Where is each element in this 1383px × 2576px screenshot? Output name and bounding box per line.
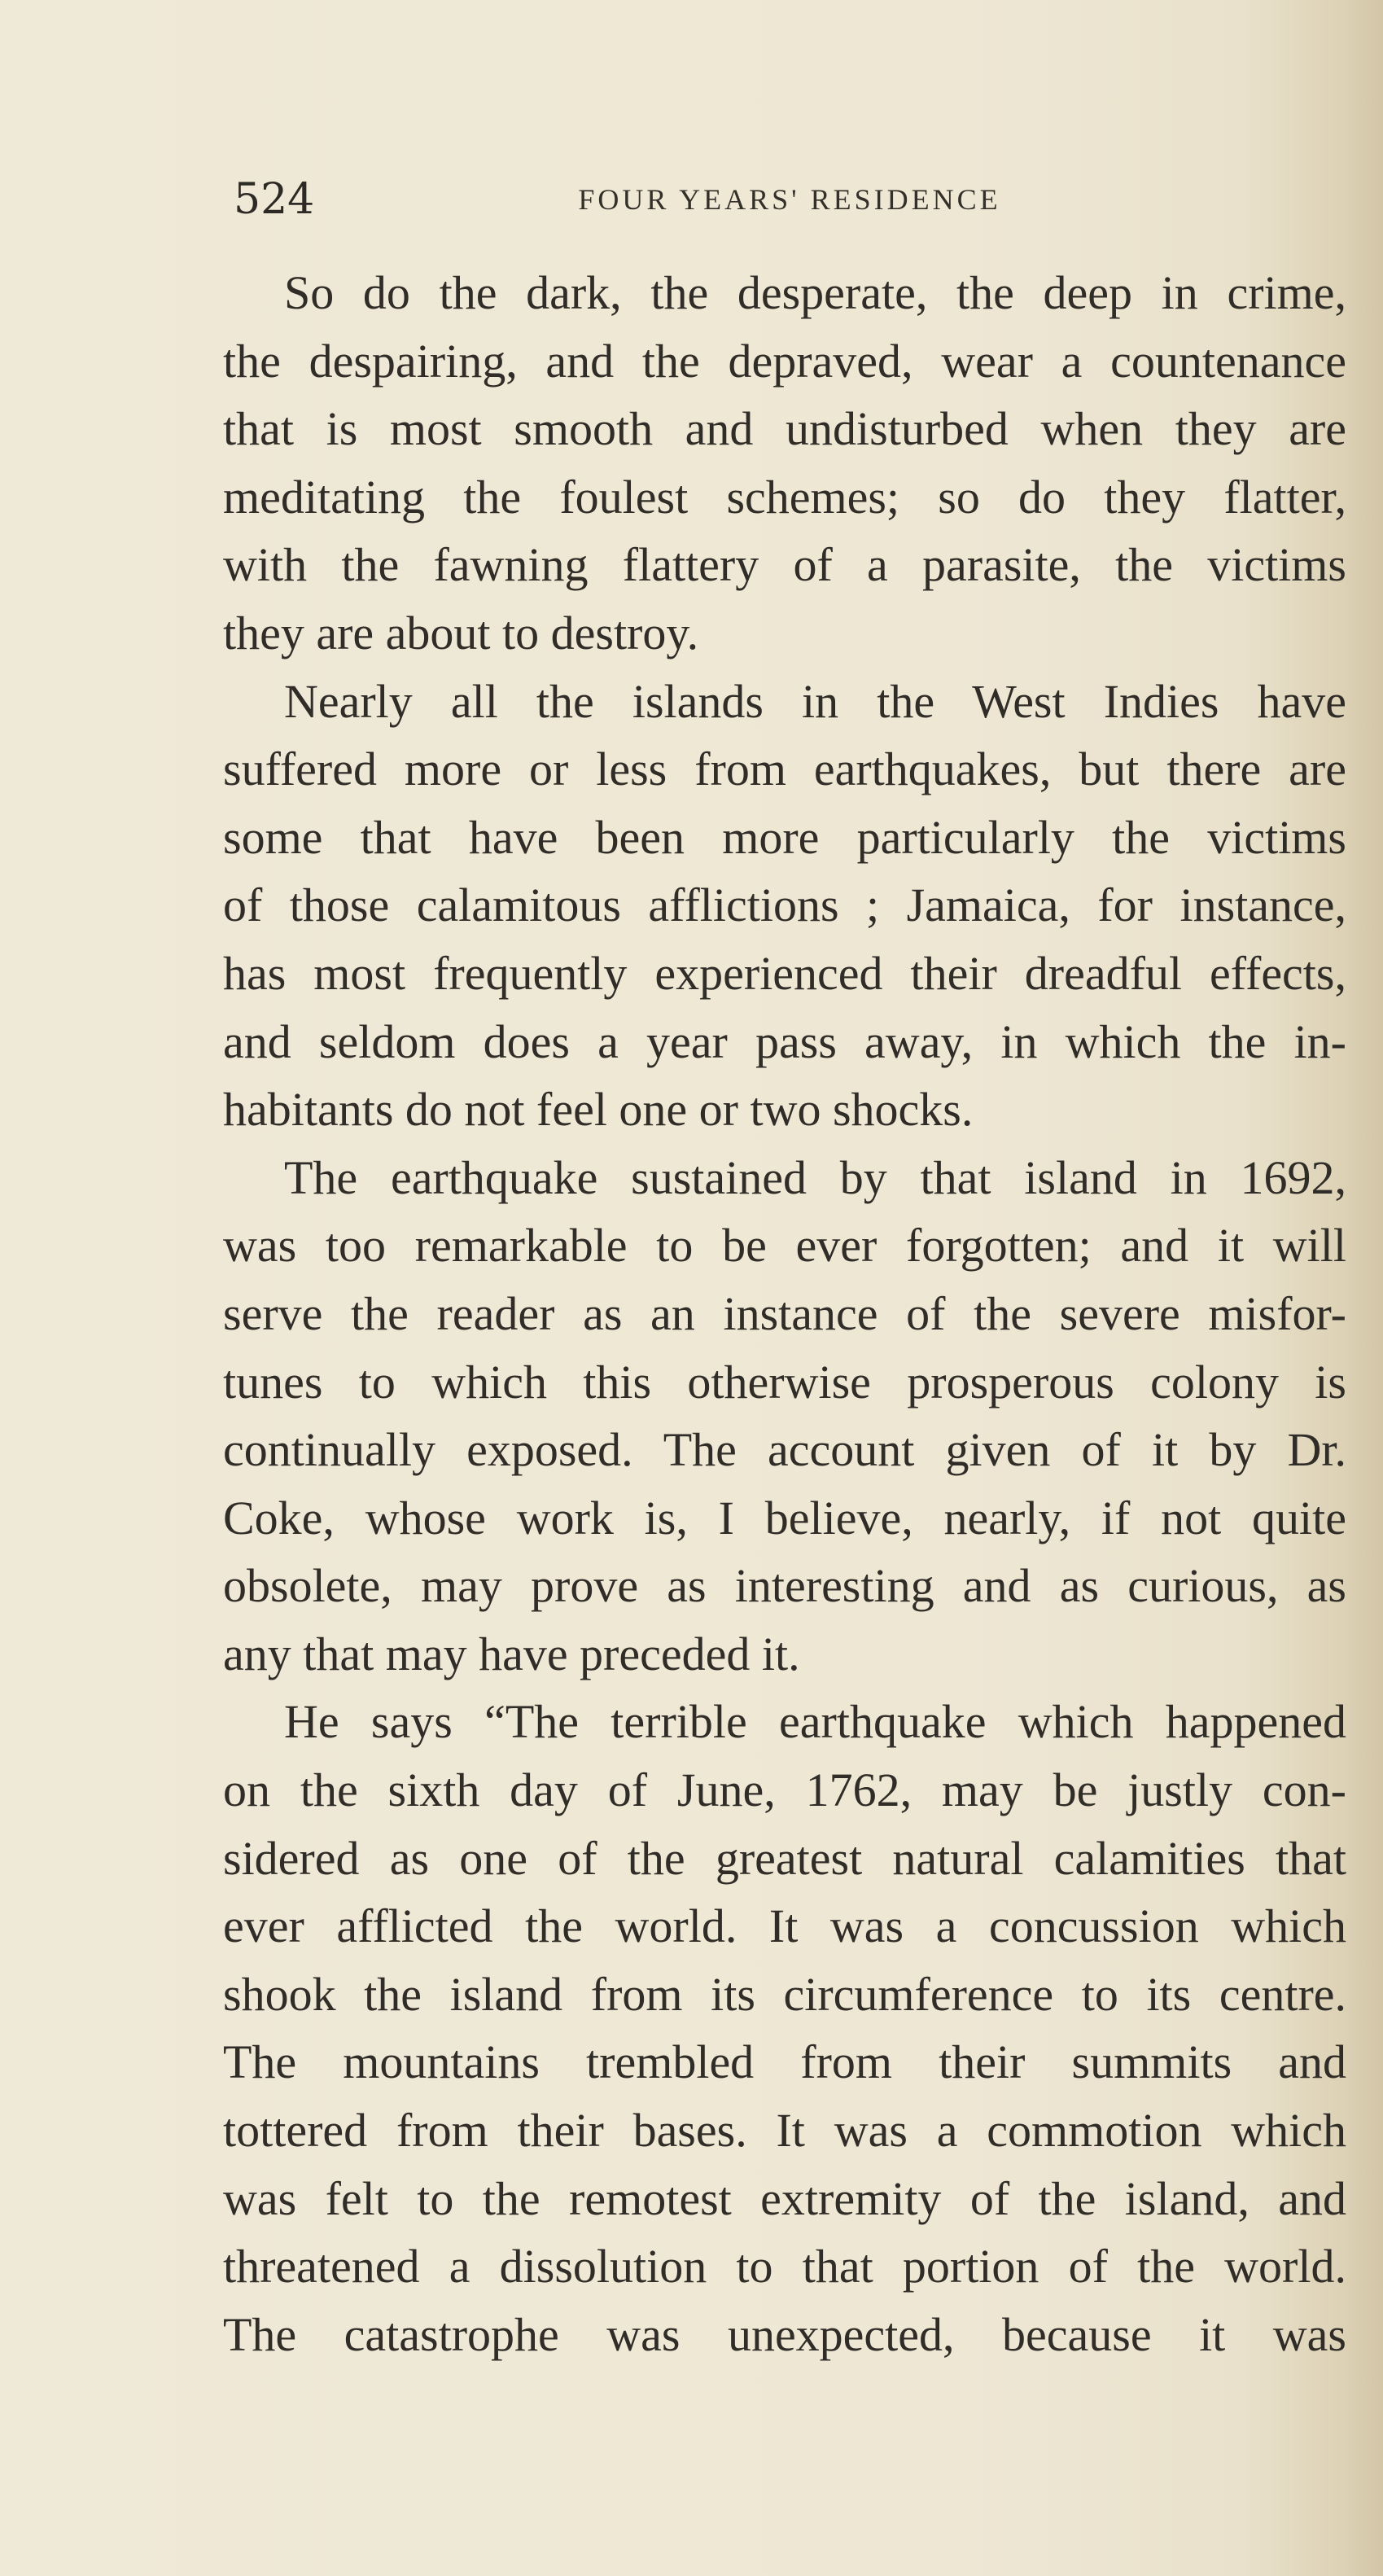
text-line: was too remarkable to be ever forgotten; and it will bbox=[223, 1219, 1346, 1273]
text-line: any that may have preceded it. bbox=[223, 1627, 800, 1680]
text-line: and seldom does a year pass away, in which the in- bbox=[223, 1014, 1346, 1068]
text-line: Nearly all the islands in the West Indies have bbox=[284, 674, 1346, 728]
text-line: The catastrophe was unexpected, because it was bbox=[223, 2307, 1346, 2361]
text-line: with the fawning flattery of a parasite, the victims bbox=[223, 538, 1346, 592]
text-line: The mountains trembled from their summits and bbox=[223, 2035, 1346, 2089]
text-line: they are about to destroy. bbox=[223, 606, 699, 659]
text-line: the despairing, and the depraved, wear a countenance bbox=[223, 334, 1346, 388]
paragraph bbox=[223, 668, 1346, 1144]
paragraph bbox=[223, 1688, 1346, 2368]
text-line: shook the island from its circumference to its centre. bbox=[223, 1967, 1346, 2021]
text-line: has most frequently experienced their dreadful effects, bbox=[223, 946, 1346, 1000]
text-line: habitants do not feel one or two shocks. bbox=[223, 1083, 974, 1137]
text-line: was felt to the remotest extremity of the island, and bbox=[223, 2171, 1346, 2225]
text-line: tottered from their bases. It was a commotion which bbox=[223, 2104, 1346, 2158]
paragraph bbox=[223, 259, 1346, 668]
text-line: serve the reader as an instance of the severe misfor- bbox=[223, 1286, 1346, 1340]
text-line: sidered as one of the greatest natural calamities that bbox=[223, 1831, 1346, 1885]
text-line: that is most smooth and undisturbed when they are bbox=[223, 402, 1346, 456]
text-line: He says “The terrible earthquake which happened bbox=[284, 1695, 1346, 1749]
page-number: 524 bbox=[234, 175, 315, 224]
body-text bbox=[223, 259, 1346, 2368]
text-line: threatened a dissolution to that portion of the world. bbox=[223, 2240, 1346, 2293]
text-line: on the sixth day of June, 1762, may be justly con- bbox=[223, 1763, 1346, 1817]
text-line: of those calamitous afflictions ; Jamaica, for instance, bbox=[223, 878, 1346, 932]
text-line: The earthquake sustained by that island in 1692, bbox=[284, 1150, 1346, 1204]
text-line: continually exposed. The account given of it by Dr. bbox=[223, 1423, 1346, 1477]
text-line: tunes to which this otherwise prosperous colony is bbox=[223, 1355, 1346, 1408]
text-line: meditating the foulest schemes; so do they flatter, bbox=[223, 470, 1346, 524]
text-line: Coke, whose work is, I believe, nearly, if not quite bbox=[223, 1491, 1346, 1544]
paragraph bbox=[223, 1144, 1346, 1689]
text-line: some that have been more particularly the victims bbox=[223, 810, 1346, 864]
text-line: ever afflicted the world. It was a concussion which bbox=[223, 1899, 1346, 1953]
running-head: FOUR YEARS' RESIDENCE bbox=[578, 183, 1001, 216]
text-line: obsolete, may prove as interesting and as curious, as bbox=[223, 1559, 1346, 1613]
text-line: So do the dark, the desperate, the deep in crime, bbox=[284, 266, 1346, 319]
page-header bbox=[224, 167, 1355, 232]
text-line: suffered more or less from earthquakes, but there are bbox=[223, 743, 1346, 796]
